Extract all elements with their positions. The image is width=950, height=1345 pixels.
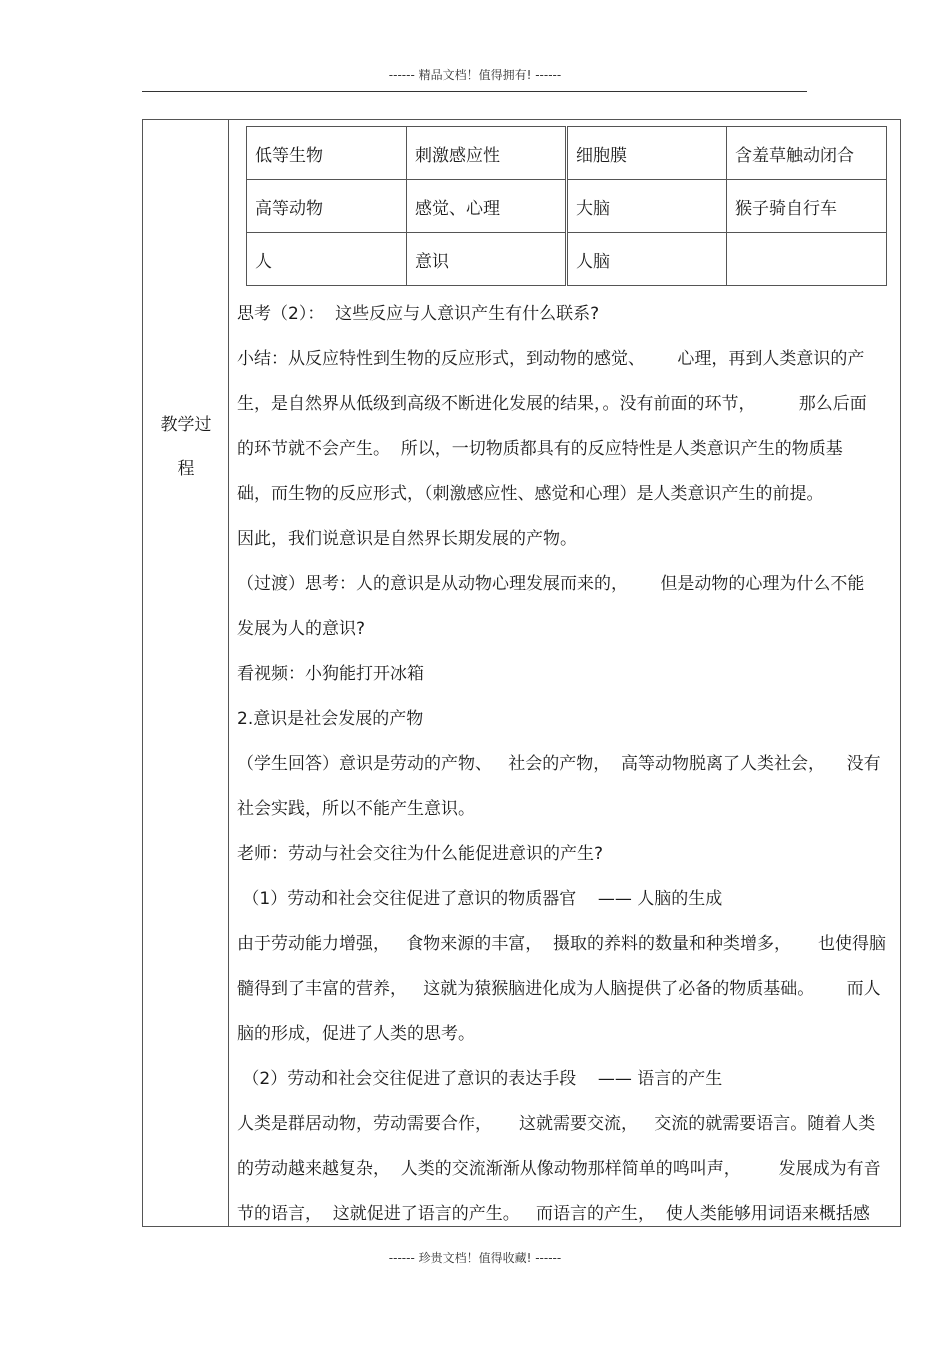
content-cell (229, 120, 901, 1226)
text-line: （2）劳动和社会交往促进了意识的表达手段 —— 语言的产生 (237, 1069, 723, 1089)
comparison-table (246, 126, 887, 286)
table-cell (727, 233, 887, 286)
text-line: 看视频：小狗能打开冰箱 (237, 664, 424, 684)
text-line: 社会实践，所以不能产生意识。 (237, 799, 475, 819)
text-line: 脑的形成，促进了人类的思考。 (237, 1024, 475, 1044)
text-line: 础，而生物的反应形式，（刺激感应性、感觉和心理）是人类意识产生的前提。 (237, 484, 824, 504)
table-row (247, 233, 887, 286)
text-line: 的环节就不会产生。 所以，一切物质都具有的反应特性是人类意识产生的物质基 (237, 439, 843, 459)
text-line: 节的语言， 这就促进了语言的产生。 而语言的产生， 使人类能够用词语来概括感 (237, 1204, 870, 1224)
table-row (247, 180, 887, 233)
text-line: 老师：劳动与社会交往为什么能促进意识的产生? (237, 844, 604, 864)
text-line: （学生回答）意识是劳动的产物、 社会的产物， 高等动物脱离了人类社会， 没有 (237, 754, 881, 774)
table-cell: 含羞草触动闭合 (727, 127, 887, 180)
text-line: 2.意识是社会发展的产物 (237, 709, 424, 729)
table-cell: 意识 (407, 233, 567, 286)
text-line: 的劳动越来越复杂， 人类的交流渐渐从像动物那样简单的鸣叫声， 发展成为有音 (237, 1159, 881, 1179)
lesson-text (237, 292, 897, 1237)
text-line: （过渡）思考：人的意识是从动物心理发展而来的， 但是动物的心理为什么不能 (237, 574, 865, 594)
table-cell: 低等生物 (247, 127, 407, 180)
table-cell: 人 (247, 233, 407, 286)
table-cell: 感觉、心理 (407, 180, 567, 233)
section-label (151, 403, 221, 491)
page-header: ------ 精品文档！值得拥有! ------ (388, 68, 562, 82)
text-line: 髓得到了丰富的营养， 这就为猿猴脑进化成为人脑提供了必备的物质基础。 而人 (237, 979, 881, 999)
text-line: （1）劳动和社会交往促进了意识的物质器官 —— 人脑的生成 (237, 889, 723, 909)
section-label-line-1: 教学过 (160, 415, 212, 435)
text-line: 发展为人的意识? (237, 619, 366, 639)
section-label-line-2: 程 (177, 459, 195, 479)
table-row (247, 127, 887, 180)
text-line: 生，是自然界从低级到高级不断进化发展的结果，。没有前面的环节， 那么后面 (237, 394, 867, 414)
header-divider (142, 91, 807, 92)
table-cell: 刺激感应性 (407, 127, 567, 180)
table-cell: 人脑 (567, 233, 727, 286)
text-line: 思考（2）： 这些反应与人意识产生有什么联系? (237, 304, 600, 324)
text-line: 小结：从反应特性到生物的反应形式，到动物的感觉、 心理，再到人类意识的产 (237, 349, 865, 369)
table-cell: 细胞膜 (567, 127, 727, 180)
text-line: 人类是群居动物，劳动需要合作， 这就需要交流， 交流的就需要语言。随着人类 (237, 1114, 876, 1134)
text-line: 因此，我们说意识是自然界长期发展的产物。 (237, 529, 577, 549)
table-cell: 大脑 (567, 180, 727, 233)
lesson-table (142, 119, 901, 1227)
label-column (143, 120, 229, 1226)
table-cell: 猴子骑自行车 (727, 180, 887, 233)
table-cell: 高等动物 (247, 180, 407, 233)
page-footer: ------ 珍贵文档！值得收藏! ------ (388, 1251, 562, 1265)
text-line: 由于劳动能力增强， 食物来源的丰富， 摄取的养料的数量和种类增多， 也使得脑 (237, 934, 887, 954)
